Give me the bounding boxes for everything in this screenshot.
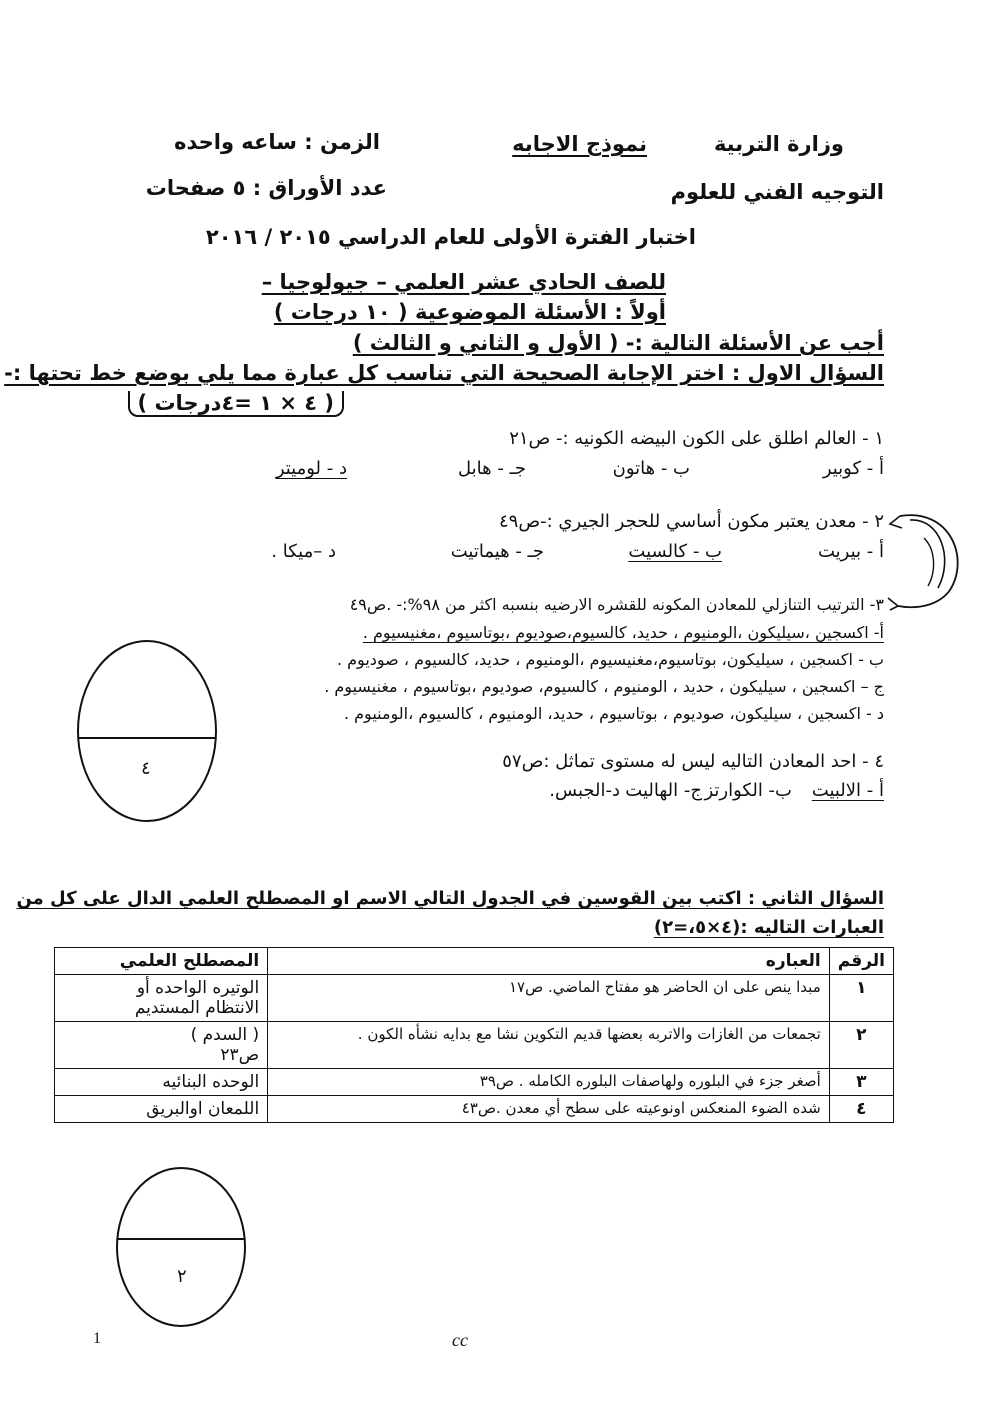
q1-item-1-option-d: د - لوميتر xyxy=(275,458,347,479)
q1-score-value: ٤ xyxy=(141,758,151,779)
row-num: ١ xyxy=(829,975,893,1022)
row-num: ٤ xyxy=(829,1096,893,1123)
q2-score-value: ٢ xyxy=(177,1266,187,1287)
q1-item-4-option-a: أ - الالبيت xyxy=(811,780,884,801)
row-term: اللمعان اوالبريق xyxy=(55,1096,268,1123)
q1-item-2-option-c: جـ - هيماتيت xyxy=(450,541,544,562)
q1-item-3-option-b: ب - اكسجين ، سيليكون، بوتاسيوم،مغنيسيوم ،الومنيوم ، حديد، كالسيوم ، صوديوم . xyxy=(336,650,884,669)
table-row xyxy=(55,1022,894,1069)
model-title: نموذج الاجابه xyxy=(512,132,647,156)
page-number: 1 xyxy=(93,1330,101,1347)
arrow-annotation xyxy=(880,498,972,616)
grade-line: للصف الحادي عشر العلمي – جيولوجيا – xyxy=(261,270,666,294)
col-num-header: الرقم xyxy=(829,948,893,975)
ministry: وزارة التربية xyxy=(713,132,844,156)
department: التوجيه الفني للعلوم xyxy=(670,180,884,204)
row-statement: شده الضوء المنعكس اونوعيته على سطح أي معدن .ص٤٣ xyxy=(268,1096,830,1123)
page-count: عدد الأوراق : ٥ صفحات xyxy=(145,176,387,200)
q2-table xyxy=(54,947,894,1123)
exam-title: اختبار الفترة الأولى للعام الدراسي ٢٠١٥ / ٢٠١٦ xyxy=(205,225,696,249)
q1-item-3: ٣- الترتيب التنازلي للمعادن المكونه للقشره الارضيه بنسبه اكثر من ٩٨%:- .ص٤٩ xyxy=(349,595,884,614)
q2-score-circle xyxy=(113,1165,249,1329)
row-term: الوحده البنائيه xyxy=(55,1069,268,1096)
exam-time: الزمن : ساعه واحده xyxy=(174,130,380,154)
q1-score-circle xyxy=(75,638,219,824)
q1-item-2: ٢ - معدن يعتبر مكون أساسي للحجر الجيري :-ص٤٩ xyxy=(498,511,884,532)
row-statement: تجمعات من الغازات والاتربه بعضها قديم التكوين نشا مع بدايه نشأه الكون . xyxy=(268,1022,830,1069)
q1-item-3-option-a: أ- اكسجين ،سيليكون ،الومنيوم ، حديد، كالسيوم،صوديوم ،بوتاسيوم ،مغنيسيوم . xyxy=(362,623,884,642)
q1-item-4-option-b: ب- الكوارتز xyxy=(704,780,792,801)
q1-item-4: ٤ - احد المعادن التاليه ليس له مستوى تماثل :ص٥٧ xyxy=(502,751,884,772)
q1-item-3-option-c: ج – اكسجين ، سيليكون ، حديد ، الومنيوم ، كالسيوم، صوديوم ،بوتاسيوم ، مغنيسيوم . xyxy=(324,677,884,696)
col-statement-header: العباره xyxy=(268,948,830,975)
q1-item-2-option-d: د –ميكا . xyxy=(271,541,336,562)
q1-item-1-option-c: جـ - هابل xyxy=(458,458,526,479)
row-term: الوتيره الواحده أو الانتظام المستديم xyxy=(55,975,268,1022)
row-statement: أصغر جزء في البلوره ولهاصفات البلوره الكامله . ص٣٩ xyxy=(268,1069,830,1096)
initials-mark: cc xyxy=(452,1330,468,1350)
section-title: أولاً : الأسئلة الموضوعية ( ١٠ درجات ) xyxy=(273,300,666,324)
instruction: أجب عن الأسئلة التالية :- ( الأول و الثاني و الثالث ) xyxy=(352,331,884,355)
table-header-row xyxy=(55,948,894,975)
q2-title: السؤال الثاني : اكتب بين القوسين في الجدول التالي الاسم او المصطلح العلمي الدال على كل من xyxy=(16,888,884,909)
row-num: ٢ xyxy=(829,1022,893,1069)
table-row xyxy=(55,1096,894,1123)
q1-marks: ( ٤ × ١ =٤درجات ) xyxy=(128,391,344,417)
q1-item-1-option-b: ب - هاتون xyxy=(612,458,690,479)
col-term-header: المصطلح العلمي xyxy=(55,948,268,975)
row-num: ٣ xyxy=(829,1069,893,1096)
q1-item-2-option-b: ب - كالسيت xyxy=(628,541,722,562)
q2-title-cont: العبارات التاليه :(٤×٥،=٢) xyxy=(653,917,884,938)
q1-item-3-option-d: د - اكسجين ، سيليكون، صوديوم ، بوتاسيوم ، حديد، الومنيوم ، كالسيوم ،الومنيوم . xyxy=(343,704,884,723)
table-row xyxy=(55,975,894,1022)
q1-item-4-option-d: د-الجبس. xyxy=(549,780,620,801)
table-row xyxy=(55,1069,894,1096)
q1-item-4-option-c: ج- الهاليت xyxy=(625,780,702,801)
row-term: ( السدم ) ص٢٣ xyxy=(55,1022,268,1069)
q1-item-1-option-a: أ - كوبير xyxy=(822,458,884,479)
q1-item-1: ١ - العالم اطلق على الكون البيضه الكونيه :- ص٢١ xyxy=(509,428,884,449)
q1-title: السؤال الاول : اختر الإجابة الصحيحة التي تناسب كل عبارة مما يلي بوضع خط تحتها :- xyxy=(4,361,884,385)
q1-item-2-option-a: أ - بيريت xyxy=(818,541,884,562)
row-statement: مبدا ينص على ان الحاضر هو مفتاح الماضي. ص١٧ xyxy=(268,975,830,1022)
